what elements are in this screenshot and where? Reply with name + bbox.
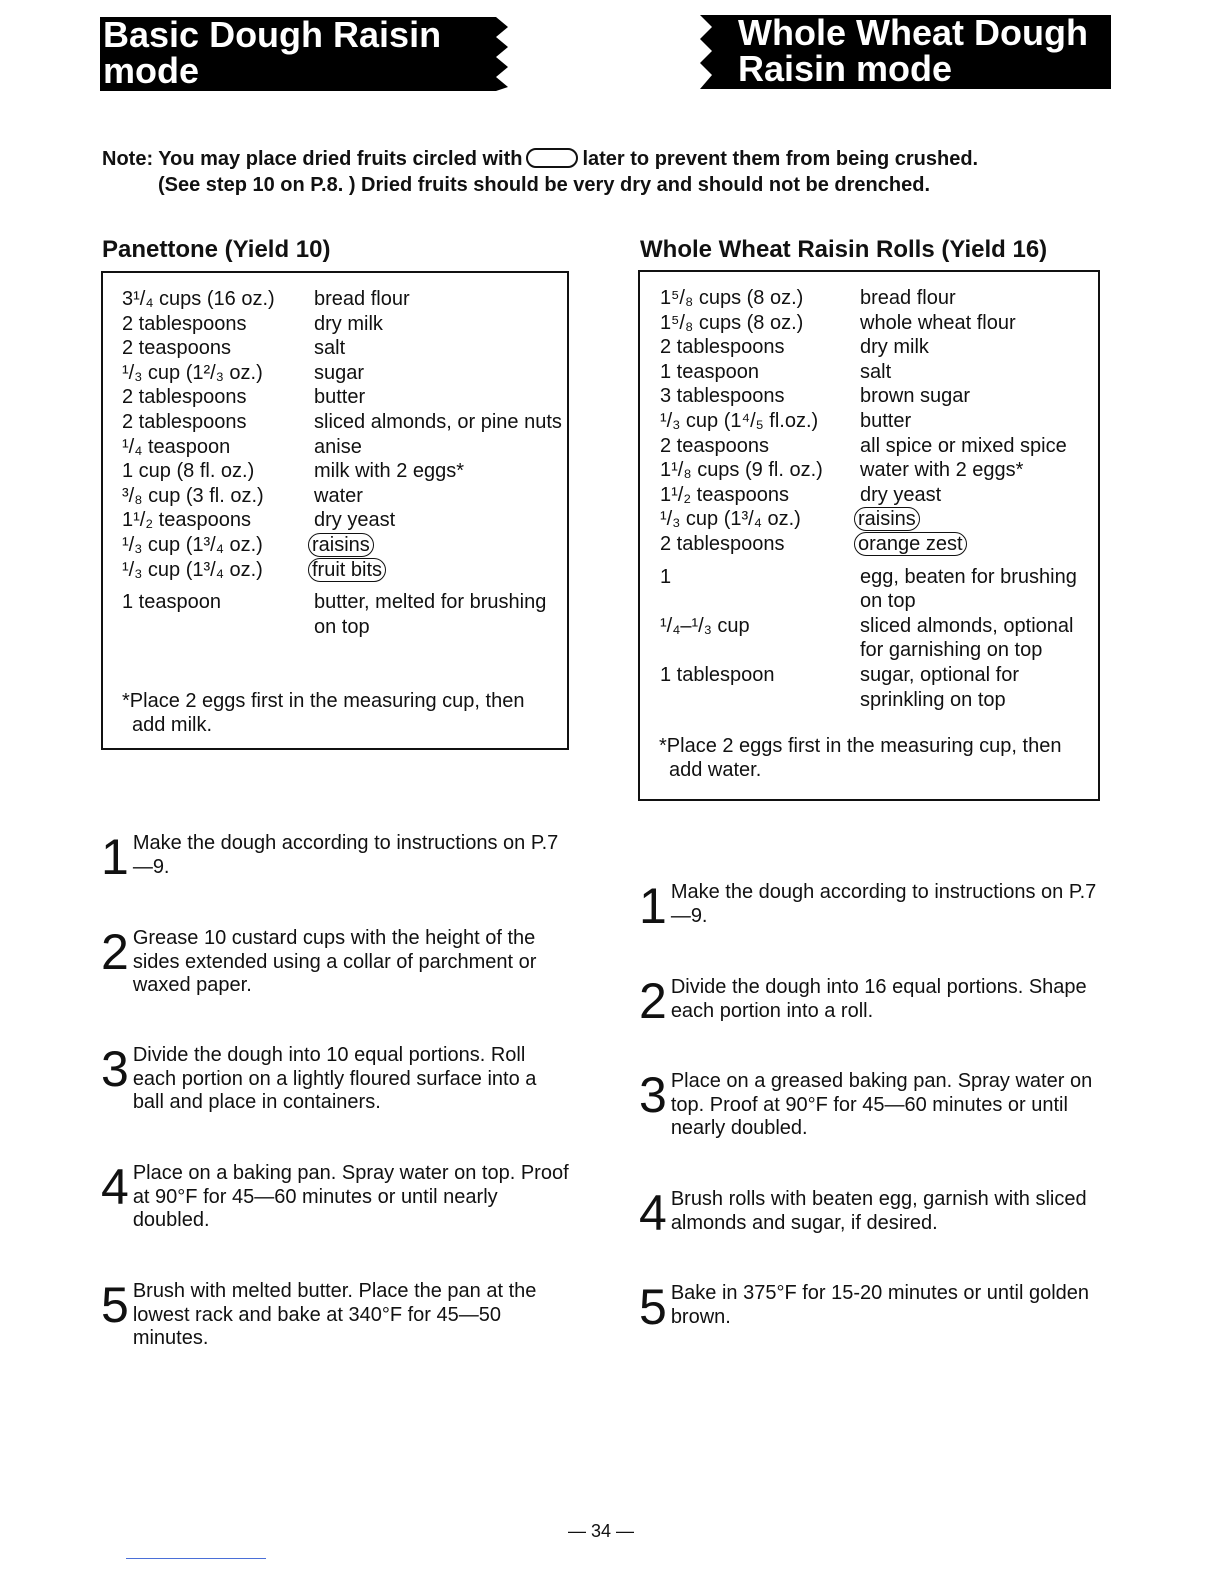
- ingredient-name: all spice or mixed spice: [860, 434, 1067, 457]
- ingredient-qty: 1: [660, 565, 672, 588]
- footnote-line1: *Place 2 eggs first in the measuring cup, then: [122, 690, 525, 712]
- ingredient-row: [660, 286, 1095, 311]
- step-number: 1: [101, 829, 129, 885]
- banner-title-line1: Basic Dough Raisin: [103, 14, 442, 55]
- ingredient-name: sugar: [314, 361, 365, 384]
- ingredient-row: [660, 565, 1095, 614]
- step-number: 5: [639, 1279, 667, 1335]
- ingredient-row: [660, 483, 1095, 508]
- ingredient-name: whole wheat flour: [860, 311, 1016, 334]
- step-5-panettone: [101, 1277, 571, 1351]
- ingredient-name: sliced almonds, optional for garnishing on top: [860, 614, 1074, 662]
- ingredient-qty: ¹/₃ cup (1⁴/₅ fl.oz.): [660, 409, 819, 432]
- ingredient-qty: 2 tablespoons: [122, 410, 247, 433]
- ingredient-row: [122, 508, 562, 533]
- footnote-line2: add water.: [669, 759, 762, 781]
- ingredient-qty: 1¹/₈ cups (9 fl. oz.): [660, 459, 823, 482]
- ingredient-name-circled: fruit bits: [308, 558, 386, 582]
- footnote-line2: add milk.: [132, 714, 213, 736]
- ingredients-footnote: [122, 689, 524, 737]
- ingredient-qty: 2 teaspoons: [660, 434, 769, 457]
- ingredient-row: [122, 410, 562, 435]
- ingredient-name: butter: [314, 386, 366, 409]
- recipe-title-panettone: Panettone (Yield 10): [102, 236, 331, 263]
- ingredient-row: [122, 312, 562, 337]
- note-text-line2: (See step 10 on P.8. ) Dried fruits should be very dry and should not be drenched.: [158, 174, 931, 196]
- step-number: 5: [101, 1277, 129, 1333]
- ingredient-name: bread flour: [860, 287, 956, 309]
- step-number: 3: [639, 1067, 667, 1123]
- ingredient-row: [660, 507, 1095, 532]
- ingredient-row: [122, 435, 562, 460]
- step-text: Divide the dough into 16 equal portions. Shape each portion into a roll.: [670, 976, 1087, 1022]
- recipe-title-whole-wheat-rolls: Whole Wheat Raisin Rolls (Yield 16): [640, 236, 1048, 263]
- ingredient-qty: ¹/₃ cup (1³/₄ oz.): [660, 508, 801, 531]
- ingredient-qty: 3 tablespoons: [660, 385, 785, 408]
- step-number: 2: [101, 924, 129, 980]
- banner-notch-decoration: [700, 15, 720, 89]
- step-text: Brush with melted butter. Place the pan at the lowest rack and bake at 340°F for 45—50 minutes.: [132, 1280, 537, 1349]
- ingredient-row: [660, 335, 1095, 360]
- step-text: Divide the dough into 10 equal portions. Roll each portion on a lightly floured surface into a ball and place in containers.: [132, 1044, 537, 1113]
- footnote-line1: *Place 2 eggs first in the measuring cup, then: [659, 735, 1062, 757]
- step-text: Make the dough according to instructions on P.7—9.: [132, 832, 559, 878]
- ingredient-qty: 3¹/₄ cups (16 oz.): [122, 288, 275, 310]
- ingredient-name: water with 2 eggs*: [860, 459, 1024, 482]
- ingredient-qty: 2 tablespoons: [122, 312, 247, 335]
- ingredient-row: [122, 361, 562, 386]
- ingredient-name: dry milk: [314, 312, 383, 335]
- ingredient-qty: 1 cup (8 fl. oz.): [122, 460, 255, 483]
- note-text-part2: later to prevent them from being crushed.: [582, 148, 979, 170]
- step-text: Bake in 375°F for 15-20 minutes or until golden brown.: [670, 1282, 1090, 1328]
- ingredients-box-panettone: [101, 271, 569, 750]
- ingredient-row: [122, 484, 562, 509]
- step-text: Grease 10 custard cups with the height of the sides extended using a collar of parchment or waxed paper.: [132, 927, 537, 996]
- ingredient-row: [660, 532, 1095, 557]
- ingredient-row: [660, 663, 1095, 712]
- ingredient-qty: ¹/₄ teaspoon: [122, 435, 231, 458]
- step-4-panettone: [101, 1159, 571, 1233]
- ingredient-row: [122, 459, 562, 484]
- ingredient-row: [660, 311, 1095, 336]
- ingredient-name: brown sugar: [860, 385, 971, 408]
- footer-divider: [126, 1558, 266, 1559]
- banner-title-line1: Whole Wheat Dough: [738, 12, 1088, 53]
- ingredient-name: dry yeast: [860, 483, 942, 506]
- ingredient-qty: ¹/₃ cup (1³/₄ oz.): [122, 533, 263, 556]
- note-text-part1: Note: You may place dried fruits circled with: [102, 148, 523, 170]
- ingredient-name: salt: [314, 337, 346, 360]
- ingredient-qty: 1⁵/₈ cups (8 oz.): [660, 287, 804, 309]
- ingredient-row: [660, 458, 1095, 483]
- ingredient-row: [122, 533, 562, 558]
- ingredient-name: dry yeast: [314, 509, 396, 532]
- ingredient-qty: 1¹/₂ teaspoons: [122, 509, 251, 532]
- step-number: 4: [101, 1159, 129, 1215]
- ingredient-qty: 1⁵/₈ cups (8 oz.): [660, 311, 804, 334]
- step-2-panettone: [101, 924, 571, 998]
- banner-title-line2: mode: [103, 50, 200, 91]
- step-5-whole-wheat-rolls: [639, 1279, 1109, 1335]
- ingredient-qty: 2 tablespoons: [122, 386, 247, 409]
- ingredient-row: [122, 558, 562, 583]
- header-banner-basic-dough: [100, 14, 488, 91]
- ingredient-qty: 2 tablespoons: [660, 532, 785, 555]
- ingredient-name: water: [314, 484, 363, 507]
- ingredient-row: [122, 590, 562, 639]
- step-4-whole-wheat-rolls: [639, 1185, 1109, 1241]
- ingredient-name: salt: [860, 360, 892, 383]
- step-2-whole-wheat-rolls: [639, 973, 1109, 1029]
- circle-marker-icon: [526, 148, 578, 168]
- ingredient-name: sliced almonds, or pine nuts: [314, 410, 562, 433]
- ingredient-qty: ¹/₄–¹/₃ cup: [660, 614, 750, 637]
- ingredient-name-circled: raisins: [308, 533, 374, 557]
- header-banner-whole-wheat-dough: [720, 12, 1111, 89]
- ingredient-name: sugar, optional for sprinkling on top: [860, 663, 1019, 711]
- ingredient-name: anise: [314, 435, 362, 458]
- banner-notch-decoration: [488, 17, 510, 91]
- step-number: 3: [101, 1041, 129, 1097]
- ingredient-row: [122, 336, 562, 361]
- ingredients-footnote: [659, 734, 1061, 782]
- ingredient-qty: 1¹/₂ teaspoons: [660, 483, 789, 506]
- step-text: Brush rolls with beaten egg, garnish with sliced almonds and sugar, if desired.: [670, 1188, 1087, 1234]
- banner-title-line2: Raisin mode: [738, 48, 953, 89]
- ingredient-name: dry milk: [860, 336, 929, 359]
- ingredient-name: milk with 2 eggs*: [314, 460, 465, 483]
- ingredient-row: [660, 434, 1095, 459]
- step-text: Make the dough according to instructions on P.7—9.: [670, 881, 1097, 927]
- step-3-whole-wheat-rolls: [639, 1067, 1109, 1141]
- ingredient-qty: ¹/₃ cup (1²/₃ oz.): [122, 361, 263, 384]
- dried-fruit-note: [102, 146, 1102, 198]
- step-text: Place on a baking pan. Spray water on top. Proof at 90°F for 45—60 minutes or until nearly doubled.: [132, 1162, 569, 1231]
- ingredient-row: [122, 385, 562, 410]
- ingredient-name: egg, beaten for brushing on top: [860, 565, 1077, 613]
- ingredient-qty: ¹/₃ cup (1³/₄ oz.): [122, 558, 263, 581]
- ingredient-qty: 1 teaspoon: [122, 591, 221, 614]
- ingredient-name-circled: raisins: [854, 507, 920, 531]
- ingredient-qty: 1 teaspoon: [660, 360, 759, 383]
- ingredient-row: [660, 409, 1095, 434]
- ingredient-qty: ³/₈ cup (3 fl. oz.): [122, 484, 264, 507]
- page-number: — 34 —: [568, 1521, 635, 1541]
- ingredient-qty: 2 teaspoons: [122, 337, 231, 360]
- ingredients-box-whole-wheat-rolls: [638, 270, 1100, 801]
- ingredient-name: bread flour: [314, 288, 410, 310]
- ingredient-row: [660, 360, 1095, 385]
- ingredient-row: [660, 384, 1095, 409]
- step-1-whole-wheat-rolls: [639, 878, 1109, 934]
- ingredient-name: butter, melted for brushing on top: [314, 591, 547, 638]
- step-number: 1: [639, 878, 667, 934]
- step-text: Place on a greased baking pan. Spray water on top. Proof at 90°F for 45—60 minutes or until nearly doubled.: [670, 1070, 1093, 1139]
- step-number: 4: [639, 1185, 667, 1241]
- ingredient-name-circled: orange zest: [854, 532, 967, 556]
- ingredient-row: [122, 287, 562, 312]
- ingredient-qty: 2 tablespoons: [660, 336, 785, 359]
- step-3-panettone: [101, 1041, 571, 1115]
- ingredient-name: butter: [860, 409, 912, 432]
- step-1-panettone: [101, 829, 571, 885]
- step-number: 2: [639, 973, 667, 1029]
- ingredient-row: [660, 614, 1095, 663]
- ingredient-qty: 1 tablespoon: [660, 663, 775, 686]
